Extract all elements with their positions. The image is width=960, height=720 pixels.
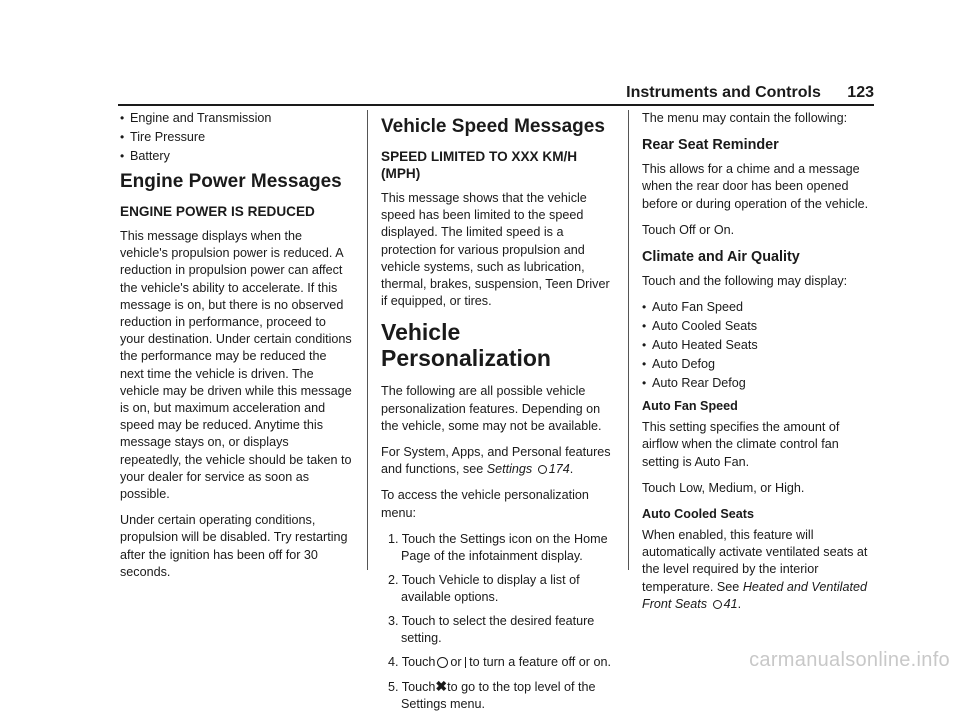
message-heading: ENGINE POWER IS REDUCED xyxy=(120,204,315,219)
paragraph: This message displays when the vehicle's propulsion power is reduced. A reduction in propulsion power can affect the vehicle's ability to accelerate. If this message is on, but there is no observed reduction in performance, proceed to your destination. Under certain conditions the performance may be reduced the next time the vehicle is driven. The vehicle may be driven while this message is on, but maximum acceleration and speed may be reduced. Anytime this message stays on, or displays repeatedly, the vehicle should be taken to your dealer for service as soon as possible. xyxy=(120,229,352,502)
list-item: 4. Touch or to turn a feature off or on. xyxy=(388,654,611,669)
line-icon xyxy=(465,657,467,668)
subsection-heading: Climate and Air Quality xyxy=(642,249,800,266)
page-header xyxy=(274,84,874,102)
paragraph: Touch and the following may display: xyxy=(642,274,848,289)
list-item: • Auto Fan Speed xyxy=(642,299,878,316)
column-3 xyxy=(642,110,878,622)
list-item: • Auto Cooled Seats xyxy=(642,318,878,335)
section-heading: Engine Power Messages xyxy=(120,171,342,192)
bullet-list xyxy=(120,110,352,165)
column-1 xyxy=(120,110,352,590)
paragraph: Touch Low, Medium, or High. xyxy=(642,480,805,495)
x-icon: ✖ xyxy=(435,677,448,694)
paragraph: Touch Off or On. xyxy=(642,222,735,237)
paragraph: When enabled, this feature will automatically activate ventilated seats at the level required by the interior temperature. See Heated and Ventilated Front Seats 41. xyxy=(642,528,868,611)
subsection-heading: Rear Seat Reminder xyxy=(642,137,779,154)
page-section-title: Instruments and Controls xyxy=(626,84,821,101)
header-rule xyxy=(118,104,874,106)
paragraph: To access the vehicle personalization menu: xyxy=(381,488,589,520)
setting-heading: Auto Fan Speed xyxy=(642,399,738,414)
list-item: 1. Touch the Settings icon on the Home Page of the infotainment display. xyxy=(388,531,608,563)
page-ref[interactable]: 174 xyxy=(548,462,570,477)
circle-arrow-icon xyxy=(713,600,722,609)
circle-arrow-icon xyxy=(538,465,547,474)
paragraph: This allows for a chime and a message when the rear door has been opened before or during operation of the vehicle. xyxy=(642,162,869,211)
list-item: 5. Touch✖to go to the top level of the Settings menu. xyxy=(388,677,596,711)
xref-link[interactable]: Heated and Ventilated Front Seats xyxy=(642,579,867,611)
list-item: • Auto Rear Defog xyxy=(642,375,878,392)
paragraph: This setting specifies the amount of airflow when the climate control fan setting is Auto Fan. xyxy=(642,420,840,469)
paragraph: Under certain operating conditions, propulsion will be disabled. Try restarting after the ignition has been off for 30 seconds. xyxy=(120,513,348,579)
paragraph: This message shows that the vehicle speed has been limited to the speed displayed. The limited speed is a protection for various propulsion and vehicle systems, such as lubrication, thermal, brakes, suspension, Teen Driver if equipped, or tires. xyxy=(381,191,610,309)
paragraph: The menu may contain the following: xyxy=(642,111,848,125)
section-heading: Vehicle Speed Messages xyxy=(381,116,605,137)
list-item: • Tire Pressure xyxy=(120,129,352,146)
paragraph: For System, Apps, and Personal features and functions, see Settings 174. xyxy=(381,445,611,477)
page-number: 123 xyxy=(847,84,874,101)
list-item: • Engine and Transmission xyxy=(120,110,352,127)
list-item: 2. Touch Vehicle to display a list of available options. xyxy=(388,572,580,604)
bullet-list xyxy=(642,299,878,392)
list-item: • Battery xyxy=(120,148,352,165)
numbered-list xyxy=(381,531,617,713)
list-item: • Auto Defog xyxy=(642,356,878,373)
xref-link[interactable]: Settings xyxy=(486,462,533,477)
watermark: carmanualsonline.info xyxy=(749,649,950,671)
setting-heading: Auto Cooled Seats xyxy=(642,507,754,522)
column-2 xyxy=(381,110,617,720)
column-divider xyxy=(628,110,629,570)
column-divider xyxy=(367,110,368,570)
paragraph: The following are all possible vehicle personalization features. Depending on the vehicle, some may not be available. xyxy=(381,384,602,433)
circle-icon xyxy=(437,657,448,668)
message-heading: SPEED LIMITED TO XXX KM/H (MPH) xyxy=(381,149,578,181)
list-item: 3. Touch to select the desired feature setting. xyxy=(388,613,595,645)
chapter-heading: Vehicle Personalization xyxy=(381,319,551,372)
list-item: • Auto Heated Seats xyxy=(642,337,878,354)
page-ref[interactable]: 41 xyxy=(723,596,738,611)
